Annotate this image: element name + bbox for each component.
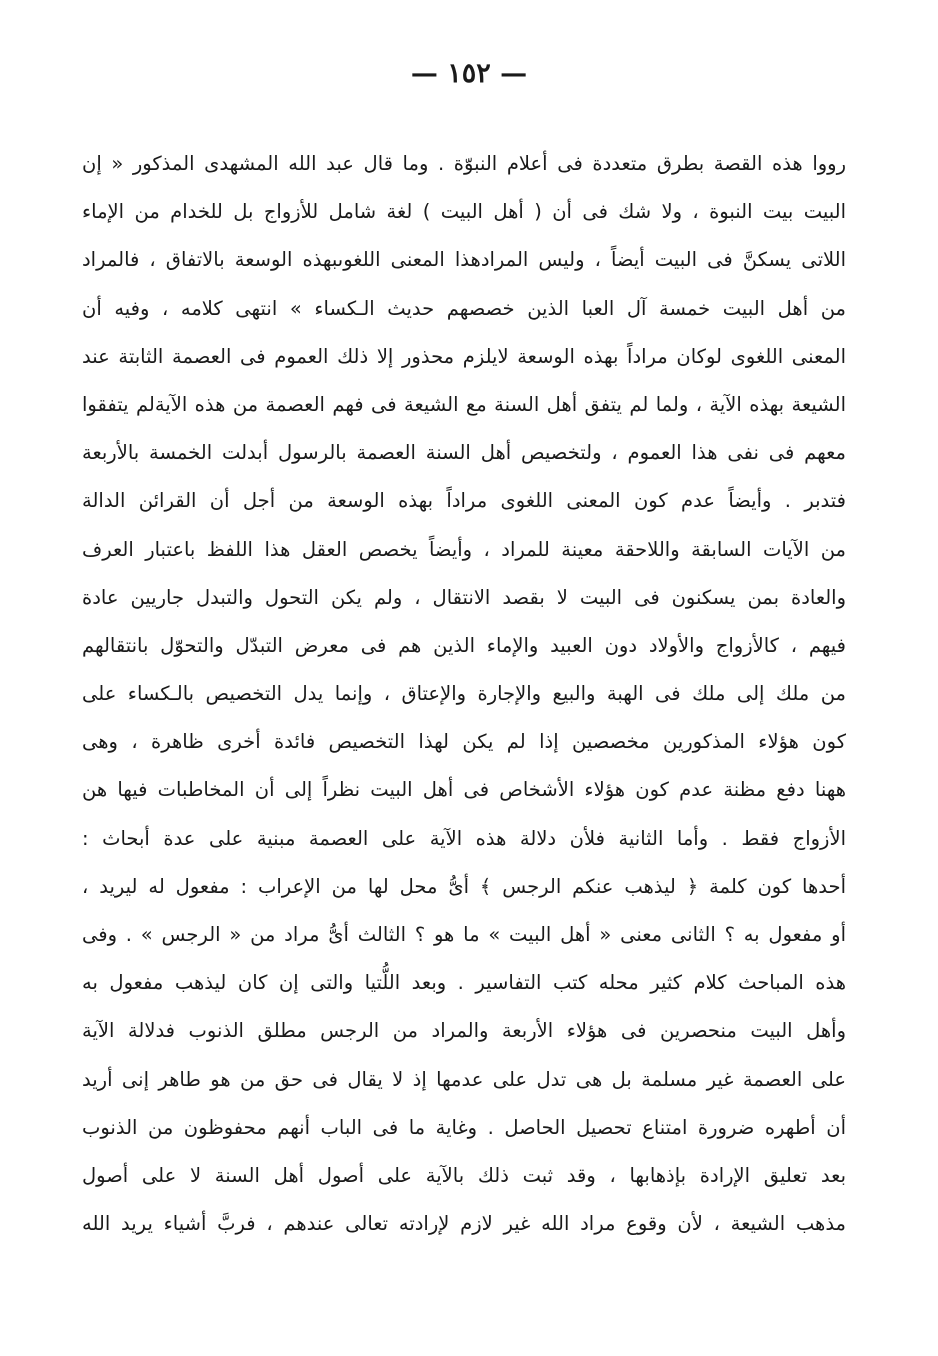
text-line: البيت بيت النبوة ، ولا شك فى أن ( أهل البيت ) لغة شامل للأزواج بل للخدام من الإماء [82,200,846,224]
text-line: هذه المباحث كلام كثير محله كتب التفاسير . وبعد اللُّتيا والتى إن كان ليذهب مفعول به [82,971,846,995]
text-line: أو مفعول به ؟ الثانى معنى « أهل البيت » ما هو ؟ الثالث أىُّ مراد من « الرجس » . وفى [82,923,846,946]
body-text [82,140,846,1248]
text-line: ههنا دفع مظنة عدم كون هؤلاء الأشخاص فى أهل البيت نظراً إلى أن المخاطبات فيها هن [82,778,846,802]
text-line: فيهم ، كالأزواج والأولاد دون العبيد والإماء الذين هم فى معرض التبدّل والتحوّل بانتقالهم [82,633,846,657]
text-line: من الآيات السابقة واللاحقة معينة للمراد ، وأيضاً يخصص العقل هذا اللفظ باعتبار العرف [82,537,846,561]
text-line: مذهب الشيعة ، لأن وقوع مراد الله غير لازم لإرادته تعالى عندهم ، فربَّ أشياء يريد الله [82,1212,846,1236]
page-number: — ١٥٢ — [410,58,528,89]
text-line: وأهل البيت منحصرين فى هؤلاء الأربعة والمراد من الرجس مطلق الذنوب فدلالة الآية [82,1019,846,1043]
text-line: الشيعة بهذه الآية ، ولما لم يتفق أهل السنة مع الشيعة فى فهم العصمة من هذه الآيةلم يتفقوا [82,392,846,416]
text-line: اللاتى يسكنَّ فى البيت أيضاً ، وليس المرادهذا المعنى اللغوىبهذه الوسعة بالاتفاق ، فالمراد [82,248,846,272]
text-line: معهم فى نفى هذا العموم ، ولتخصيص أهل السنة العصمة بالرسول أبدلت الخمسة بالأربعة [82,441,846,465]
text-line: من أهل البيت خمسة آل العبا الذين خصصهم حديث الـكساء » انتهى كلامه ، وفيه أن [82,296,846,320]
text-line: من ملك إلى ملك فى الهبة والبيع والإجارة والإعتاق ، وإنما يدل التخصيص بالـكساء على [82,682,846,706]
text-line: بعد تعليق الإرادة بإذهابها ، وقد ثبت ذلك بالآية على أصول أهل السنة لا على أصول [82,1163,846,1187]
text-line: أحدها كون كلمة ﴿ ليذهب عنكم الرجس ﴾ أىُّ محل لها من الإعراب : مفعول له ليريد ، [82,874,846,898]
text-line: المعنى اللغوى لوكان مراداً بهذه الوسعة لايلزم محذور إلا ذلك العموم فى العصمة الثابتة عند [82,344,846,368]
text-line: والعادة بمن يسكنون فى البيت لا بقصد الانتقال ، ولم يكن التحول والتبدل جاريين عادة [82,585,846,609]
text-line: رووا هذه القصة بطرق متعددة فى أعلام النبوّة . وما قال عبد الله المشهدى المذكور « إن [82,152,846,175]
text-line: فتدبر . وأيضاً عدم كون المعنى اللغوى مراداً بهذه الوسعة من أجل أن القرائن الدالة [82,489,846,513]
text-line: كون هؤلاء المذكورين مخصصين إذا لم يكن لهذا التخصيص فائدة أخرى ظاهرة ، وهى [82,730,846,754]
text-line: أن أطهره ضرورة امتناع تحصيل الحاصل . وغاية ما فى الباب أنهم محفوظون من الذنوب [82,1115,846,1139]
text-line: على العصمة غير مسلمة بل هى تدل على عدمها إذ لا يقال فى حق من هو طاهر إنى أريد [82,1067,846,1091]
text-line: الأزواج فقط . وأما الثانية فلأن دلالة هذه الآية على العصمة مبنية على عدة أبحاث : [82,826,846,850]
